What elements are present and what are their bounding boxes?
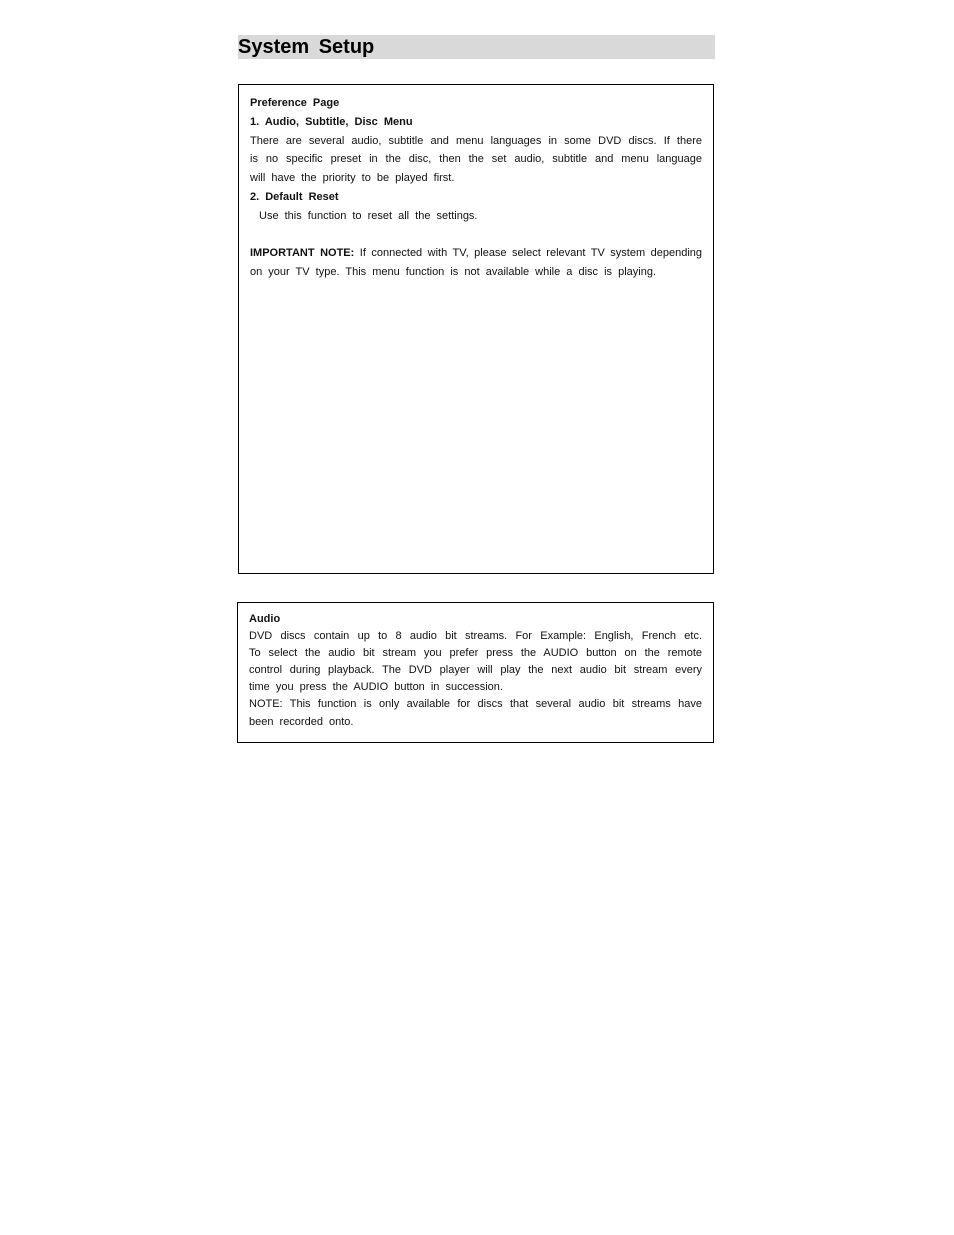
spacer bbox=[250, 226, 702, 245]
preference-heading: Preference Page bbox=[250, 97, 340, 109]
item1-line-2: is no specific preset in the disc, then the set audio, subtitle and menu language bbox=[250, 153, 702, 166]
audio-line-3: control during playback. The DVD player will play the next audio bit stream every bbox=[249, 664, 702, 677]
important-note-line-1 bbox=[250, 244, 702, 263]
item1-line-3: will have the priority to be played first. bbox=[250, 172, 455, 185]
item1-title: 1. Audio, Subtitle, Disc Menu bbox=[250, 115, 413, 128]
audio-line-4: time you press the AUDIO button in succession. bbox=[249, 681, 503, 694]
important-note-line-2: on your TV type. This menu function is not available while a disc is playing. bbox=[250, 266, 657, 279]
page-title: System Setup bbox=[238, 36, 375, 58]
section-title-bar bbox=[238, 35, 715, 59]
item2-title: 2. Default Reset bbox=[250, 190, 339, 203]
audio-heading: Audio bbox=[249, 613, 281, 625]
audio-line-6: been recorded onto. bbox=[249, 715, 354, 728]
important-note-label: IMPORTANT NOTE: bbox=[250, 247, 355, 260]
item2-text: Use this function to reset all the settings. bbox=[259, 209, 478, 222]
audio-line-1: DVD discs contain up to 8 audio bit streams. For Example: English, French etc. bbox=[249, 630, 702, 643]
important-note-text: If connected with TV, please select relevant TV system depending bbox=[354, 247, 703, 260]
item1-line-1: There are several audio, subtitle and menu languages in some DVD discs. If there bbox=[250, 134, 702, 147]
audio-box bbox=[237, 602, 714, 743]
audio-line-5: NOTE: This function is only available for discs that several audio bit streams have bbox=[249, 698, 702, 711]
preference-page-box bbox=[238, 84, 714, 574]
audio-line-2: To select the audio bit stream you prefer press the AUDIO button on the remote bbox=[249, 647, 702, 660]
